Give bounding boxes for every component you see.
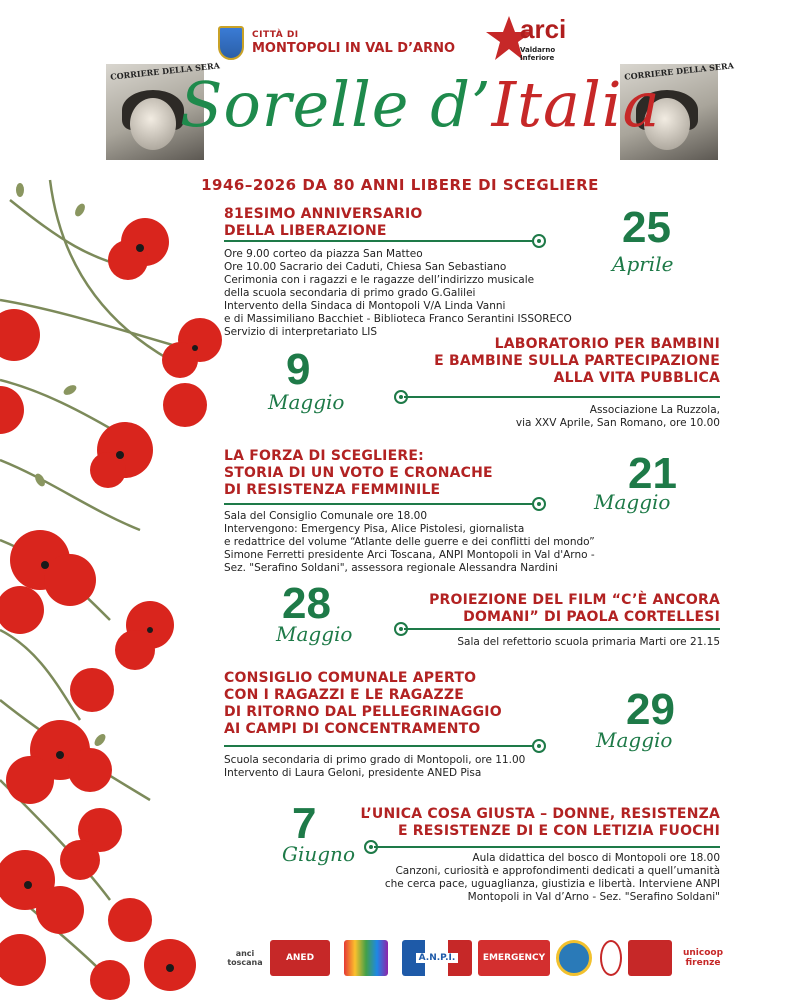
event-month: Maggio [594,490,671,514]
event-month: Giugno [282,842,355,866]
event-description: Sala del Consiglio Comunale ore 18.00 Intervengono: Emergency Pisa, Alice Pistolesi, giornalista e redattrice del volume “Atlante delle guerre e dei conflitti del mondo” Simone Ferretti presidente Arci Toscana, ANPI Montopoli in Val d'Arno - Sez. "Serafino Soldani", assessora regionale Alessandra Nardini [224,510,595,574]
city-name: MONTOPOLI IN VAL D’ARNO [252,41,456,56]
timeline-line [404,628,720,630]
timeline-line [224,240,538,242]
aned-logo [270,940,330,976]
city-crest-logo [218,26,244,60]
logo-label: anci toscana [227,949,263,967]
event-description: Aula didattica del bosco di Montopoli ore 18.00 Canzoni, curiosità e approfondimenti dedicati a quell’umanità che cerca pace, uguaglianza, giustizia e libertà. Interviene ANPI Montopoli in Val d’Arno - Sez. "Serafino Soldani" [384,852,720,903]
event-month: Aprile [612,252,674,276]
timeline-line [224,745,538,747]
event-month: Maggio [276,622,353,646]
unicoop-firenze-logo [680,940,726,976]
round-red-logo [600,940,622,976]
arci-logo-text: arci [520,14,567,44]
event-title: 81ESIMO ANNIVERSARIO DELLA LIBERAZIONE [224,206,423,239]
event-month: Maggio [596,728,673,752]
emergency-logo [478,940,550,976]
event-title: LABORATORIO PER BAMBINI E BAMBINE SULLA PARTECIPAZIONE ALLA VITA PUBBLICA [434,336,720,386]
logo-label: EMERGENCY [482,953,546,963]
timeline-line [224,503,538,505]
newspaper-headline: CORRIERE DELLA SERA [623,60,735,82]
school-logo [344,940,388,976]
anci-toscana-logo [226,940,264,976]
association-seal-logo [556,940,592,976]
timeline-line [374,846,720,848]
timeline-line [404,396,720,398]
page-title [180,68,661,141]
logo-label: ANED [285,953,315,963]
event-description: Ore 9.00 corteo da piazza San Matteo Ore 10.00 Sacrario dei Caduti, Chiesa San Sebastiano Cerimonia con i ragazzi e le ragazze dell’indirizzo musicale della scuola secondaria di primo grado G.Galilei Intervento della Sindaca di Montopoli V/A Linda Vanni e di Massimiliano Bacchiet - Biblioteca Franco Serantini ISSORECO Servizio di interpretariato LIS [224,248,572,338]
title-part-green: Sorelle d’ [180,68,492,141]
atlas-logo [628,940,672,976]
event-day: 9 [286,345,311,394]
title-part-red: Italia [491,68,661,141]
event-description: Sala del refettorio scuola primaria Marti ore 21.15 [457,636,720,648]
logo-label: A.N.P.I. [416,953,459,963]
event-day: 25 [622,203,671,252]
event-title: PROIEZIONE DEL FILM “C’È ANCORA DOMANI” DI PAOLA CORTELLESI [429,592,720,625]
event-title: CONSIGLIO COMUNALE APERTO CON I RAGAZZI E LE RAGAZZE DI RITORNO DAL PELLEGRINAGGIO AI CAMPI DI CONCENTRAMENTO [224,670,502,737]
event-description: Scuola secondaria di primo grado di Montopoli, ore 11.00 Intervento di Laura Geloni, presidente ANED Pisa [224,754,526,779]
event-title: LA FORZA DI SCEGLIERE: STORIA DI UN VOTO E CRONACHE DI RESISTENZA FEMMINILE [224,448,493,498]
arci-logo-sub: Valdarno Inferiore [520,46,556,62]
timeline-dot-icon [532,739,546,753]
timeline-dot-icon [532,234,546,248]
page-subtitle: 1946–2026 DA 80 ANNI LIBERE DI SCEGLIERE [201,176,599,194]
event-day: 28 [282,579,331,628]
event-day: 21 [628,449,677,498]
anpi-logo [402,940,472,976]
event-title: L’UNICA COSA GIUSTA – DONNE, RESISTENZA E RESISTENZE DI E CON LETIZIA FUOCHI [360,806,720,839]
logo-label: unicoop firenze [682,948,724,968]
event-day: 29 [626,685,675,734]
newspaper-headline: CORRIERE DELLA SERA [109,60,221,82]
timeline-dot-icon [532,497,546,511]
city-prefix: CITTÀ DI [252,30,299,40]
event-month: Maggio [268,390,345,414]
poppy-decoration [0,180,230,1000]
event-day: 7 [292,799,317,848]
event-description: Associazione La Ruzzola, via XXV Aprile, San Romano, ore 10.00 [515,404,720,429]
